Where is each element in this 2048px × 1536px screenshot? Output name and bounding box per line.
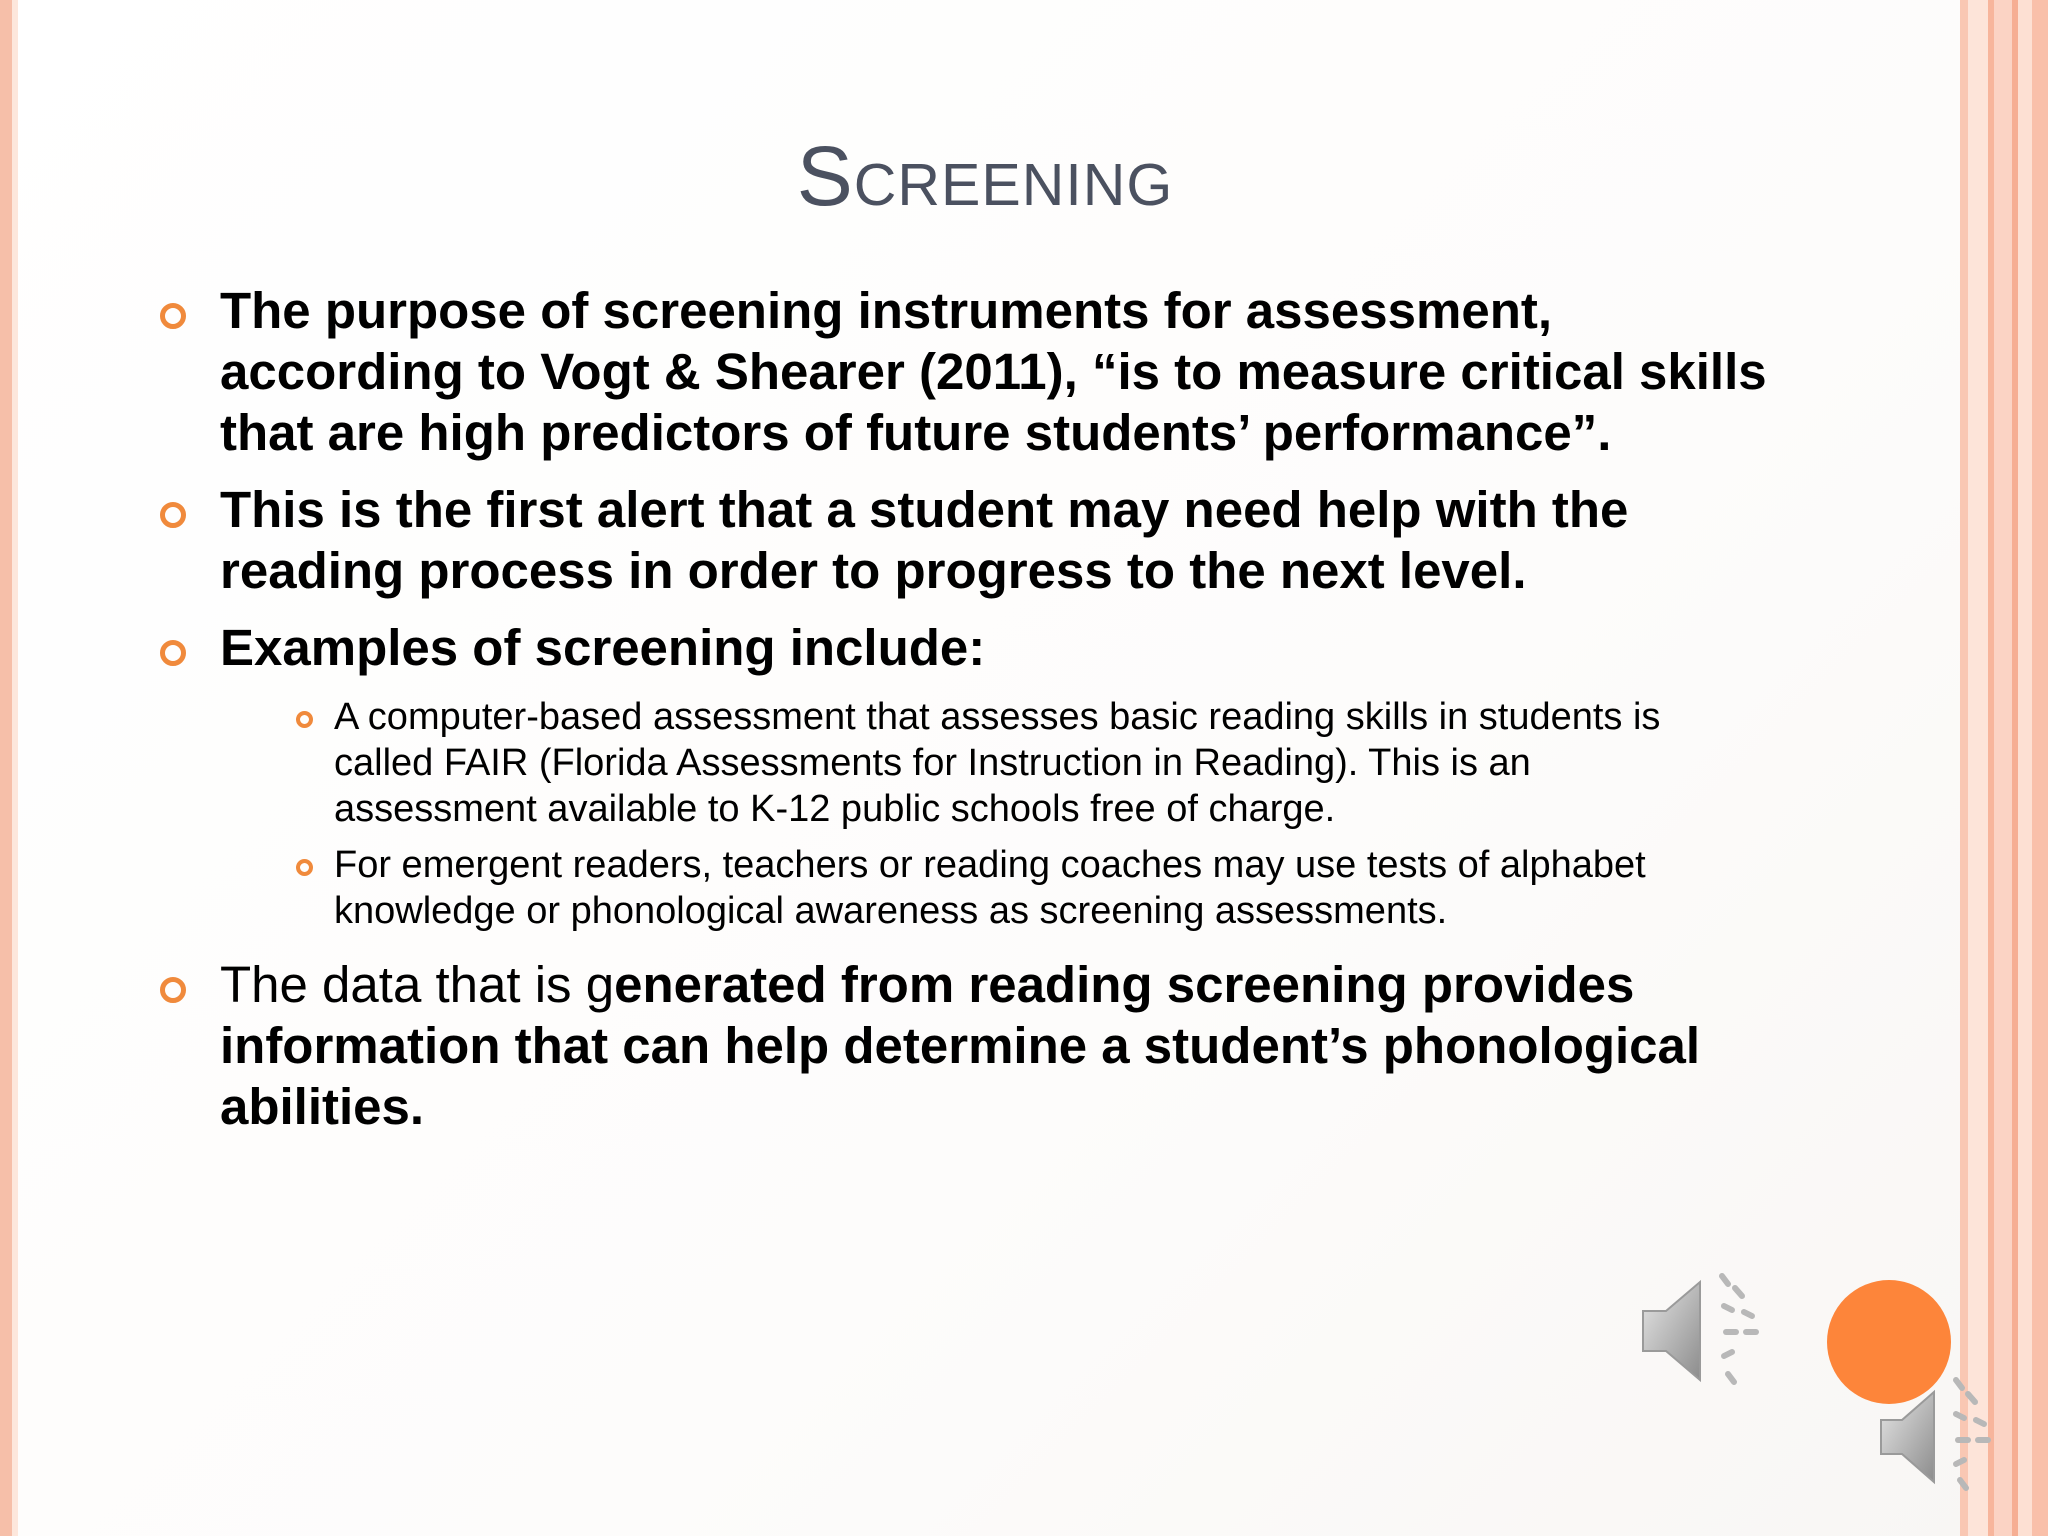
ring-bullet-icon xyxy=(296,859,313,876)
bullet-item-examples xyxy=(152,617,1772,678)
left-border xyxy=(0,0,12,1536)
ring-bullet-icon xyxy=(160,502,186,528)
sub-bullet-list xyxy=(294,694,1714,934)
bullet-text-normal: The data that is g xyxy=(220,956,615,1013)
ring-bullet-icon xyxy=(160,977,186,1003)
speaker-icon[interactable] xyxy=(1638,1266,1778,1396)
bullet-item-purpose xyxy=(152,280,1772,463)
bullet-text: This is the first alert that a student may need help with the reading process in order to progress to the next level. xyxy=(220,481,1629,599)
bullet-text-bold: enerated from reading screening provides information that can help determine a student’s phonological abilities. xyxy=(220,956,1701,1135)
ring-bullet-icon xyxy=(296,711,313,728)
sub-bullet-text: A computer-based assessment that assesses basic reading skills in students is called FAIR (Florida Assessments for Instruction in Reading). This is an assessment available to K-12 public schools free of charge. xyxy=(334,696,1661,830)
bullet-text: Examples of screening include: xyxy=(220,619,986,676)
bullet-item-data xyxy=(152,954,1772,1137)
bullet-text: The purpose of screening instruments for assessment, according to Vogt & Shearer (2011), “is to measure critical skills that are high predictors of future students’ performance”. xyxy=(220,282,1767,461)
bullet-item-first-alert xyxy=(152,479,1772,601)
ring-bullet-icon xyxy=(160,303,186,329)
sub-bullet-item-fair xyxy=(294,694,1714,832)
ring-bullet-icon xyxy=(160,640,186,666)
slide-title: Screening xyxy=(796,129,1174,223)
sub-bullet-container xyxy=(152,694,1772,934)
sub-bullet-text: For emergent readers, teachers or reading coaches may use tests of alphabet knowledge or phonological awareness as screening assessments. xyxy=(334,844,1646,932)
speaker-icon[interactable] xyxy=(1876,1370,2006,1495)
sub-bullet-item-emergent-readers xyxy=(294,842,1714,934)
bullet-list xyxy=(152,280,1772,1153)
right-decorative-stripes xyxy=(1960,0,2048,1536)
